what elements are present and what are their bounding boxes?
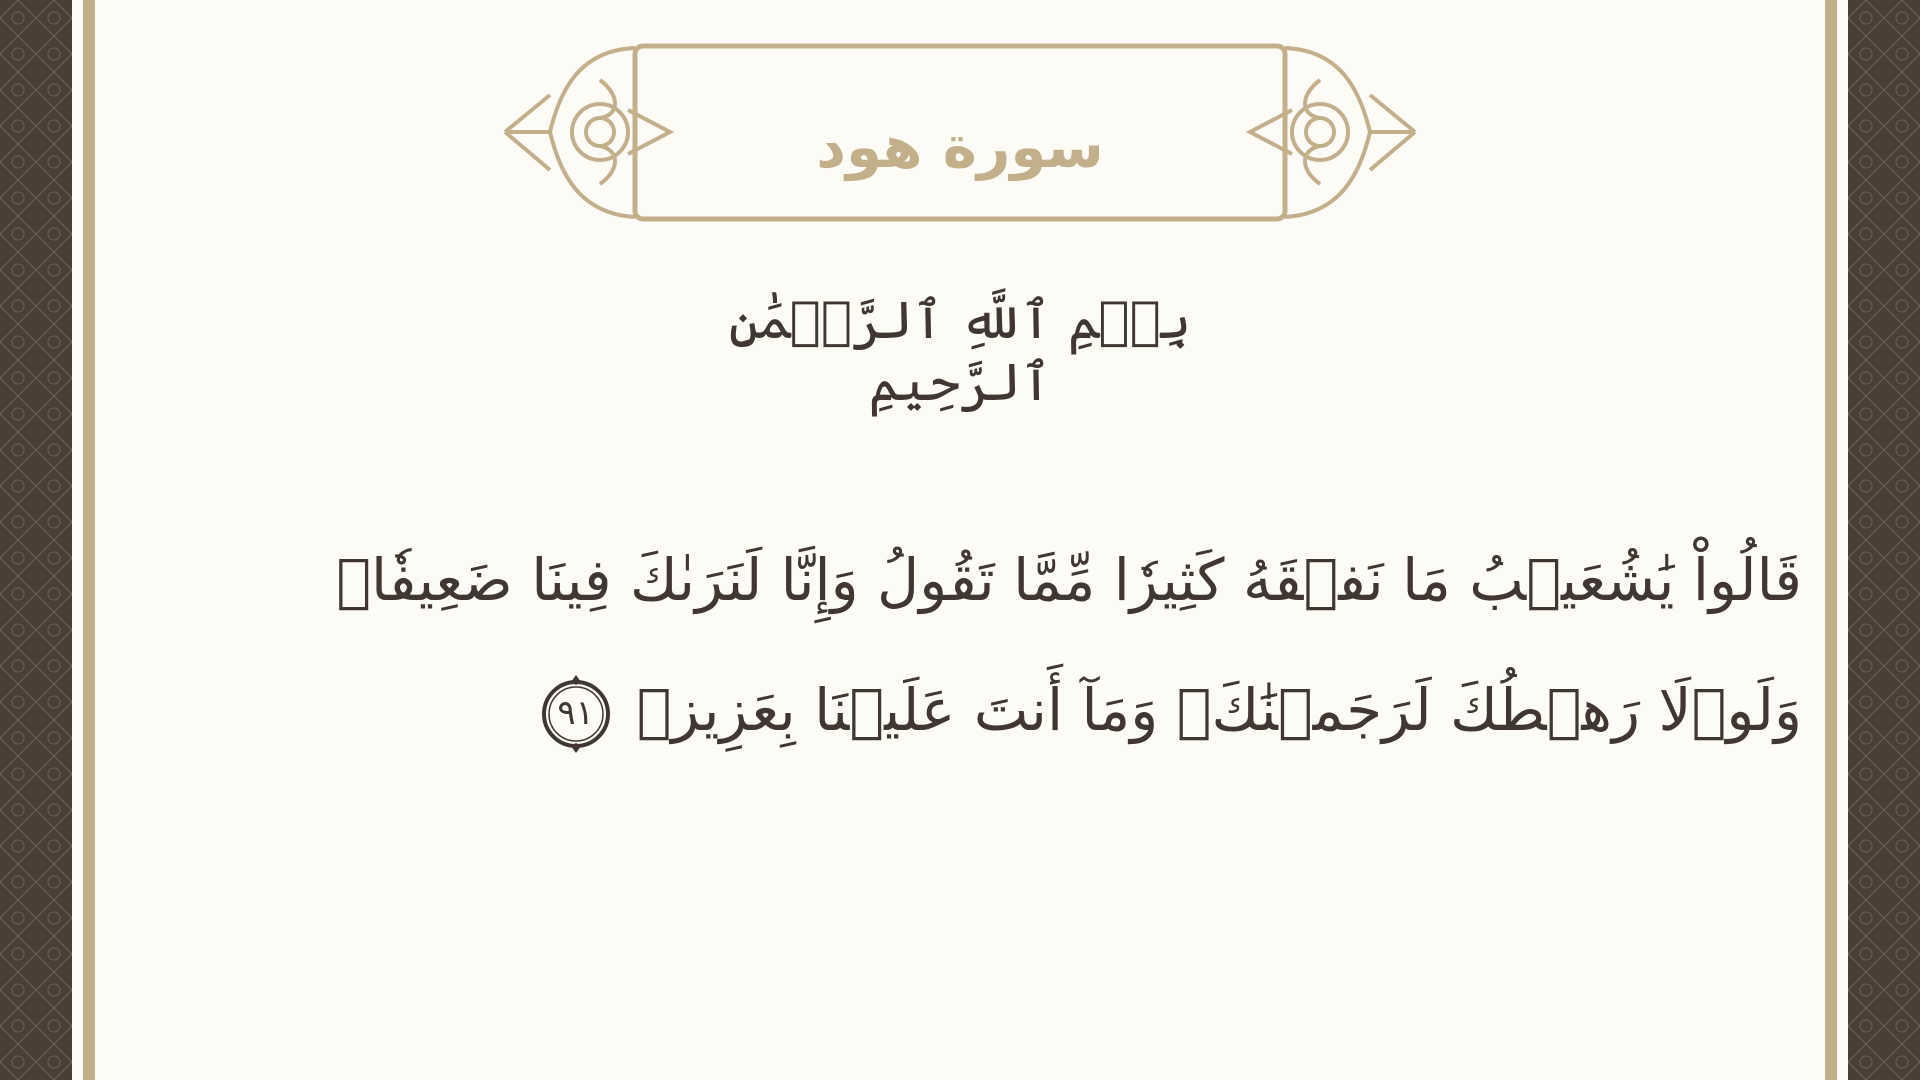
right-gold-rule	[1825, 0, 1837, 1080]
ayah-number: ٩١	[557, 692, 594, 733]
left-gold-rule	[83, 0, 95, 1080]
surah-title-frame	[500, 40, 1420, 225]
left-ornamental-border	[0, 0, 72, 1080]
verse-line-2	[290, 645, 1802, 775]
verse-line-1: قَالُواْ يَٰشُعَيۡبُ مَا نَفۡقَهُ كَثِيرٗا مِّمَّا تَقُولُ وَإِنَّا لَنَرَىٰكَ فِينَا ضَعِيفٗاۖ	[336, 546, 1802, 614]
ayah-end-marker	[535, 673, 617, 755]
verse-text	[290, 515, 1802, 775]
basmala: بِسۡمِ ٱللَّهِ ٱلرَّحۡمَٰنِ ٱلرَّحِيمِ	[728, 291, 1192, 414]
right-ornamental-border	[1848, 0, 1920, 1080]
surah-title: سورة هود	[816, 113, 1104, 181]
verse-line-2-text: وَلَوۡلَا رَهۡطُكَ لَرَجَمۡنَٰكَۖ وَمَآ أَنتَ عَلَيۡنَا بِعَزِيزٖ	[636, 676, 1802, 744]
